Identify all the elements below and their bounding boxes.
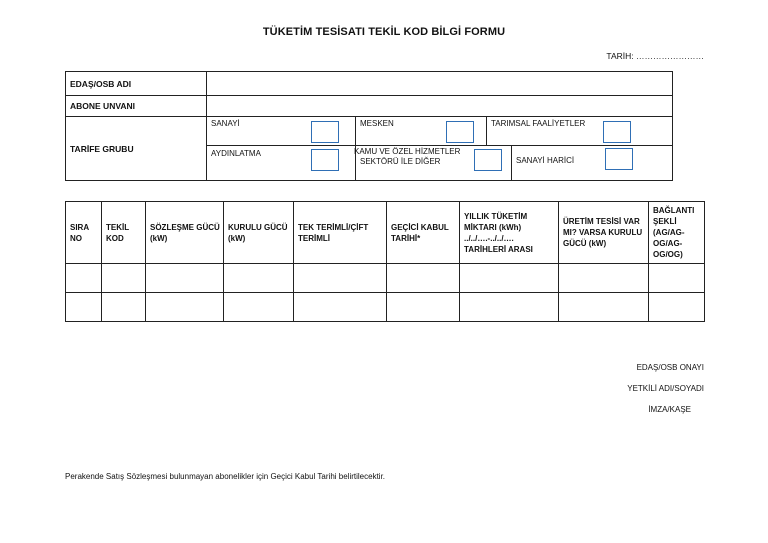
date-placeholder[interactable]: …………………… [636, 51, 704, 61]
edas-onay-label: EDAŞ/OSB ONAYI [636, 363, 704, 372]
header-tekil-kod: TEKİL KOD [102, 202, 146, 264]
table-row [66, 264, 705, 293]
header-baglanti-sekli: BAĞLANTI ŞEKLİ (AG/AG-OG/AG-OG/OG) [649, 202, 705, 264]
table-cell[interactable] [387, 264, 460, 293]
checkbox-mesken[interactable] [446, 121, 474, 143]
tarife-label: TARİFE GRUBU [66, 117, 207, 181]
edas-label: EDAŞ/OSB ADI [66, 72, 207, 96]
header-tek-cift-terimli: TEK TERİMLİ/ÇİFT TERİMLİ [294, 202, 387, 264]
header-sira-no: SIRA NO [66, 202, 102, 264]
abone-value-cell[interactable] [207, 96, 673, 117]
table-cell[interactable] [559, 264, 649, 293]
table-cell[interactable] [460, 264, 559, 293]
option-sanayi-label: SANAYİ [211, 119, 240, 128]
checkbox-tarimsal[interactable] [603, 121, 631, 143]
date-label: TARİH: [606, 51, 634, 61]
option-kamu [356, 146, 512, 180]
edas-value-cell[interactable] [207, 72, 673, 96]
table-cell[interactable] [387, 293, 460, 322]
header-kurulu-gucu: KURULU GÜCÜ (kW) [224, 202, 294, 264]
table-cell[interactable] [146, 264, 224, 293]
table-cell[interactable] [294, 293, 387, 322]
checkbox-kamu[interactable] [474, 149, 502, 171]
table-cell[interactable] [224, 293, 294, 322]
imza-label: İMZA/KAŞE [648, 405, 691, 414]
option-kamu-label-line2: SEKTÖRÜ İLE DİĞER [360, 157, 441, 166]
table-row [66, 293, 705, 322]
header-gecici-kabul: GEÇİCİ KABUL TARİHİ* [387, 202, 460, 264]
option-aydinlatma-label: AYDINLATMA [211, 149, 261, 158]
option-sanayi-harici [512, 146, 673, 180]
option-kamu-label-line1: KAMU VE ÖZEL HİZMETLER [354, 147, 461, 156]
checkbox-aydinlatma[interactable] [311, 149, 339, 171]
table-cell[interactable] [146, 293, 224, 322]
date-field [606, 51, 704, 61]
option-aydinlatma [207, 146, 356, 180]
table-cell[interactable] [66, 264, 102, 293]
table-cell[interactable] [102, 293, 146, 322]
footnote: Perakende Satış Sözleşmesi bulunmayan abonelikler için Geçici Kabul Tarihi belirtilecektir. [65, 472, 386, 481]
option-sanayi-harici-label: SANAYİ HARİCİ [516, 156, 575, 165]
table-cell[interactable] [66, 293, 102, 322]
abone-label: ABONE UNVANI [66, 96, 207, 117]
header-sozlesme-gucu: SÖZLEŞME GÜCÜ (kW) [146, 202, 224, 264]
table-cell[interactable] [559, 293, 649, 322]
tarife-options-cell [207, 117, 673, 181]
checkbox-sanayi-harici[interactable] [605, 148, 633, 170]
table-cell[interactable] [294, 264, 387, 293]
option-tarimsal-label: TARIMSAL FAALİYETLER [491, 119, 586, 128]
option-tarimsal [487, 117, 673, 146]
header-yillik-tuketim: YILLIK TÜKETİM MİKTARI (kWh) ../../….-../../…. TARİHLERİ ARASI [460, 202, 559, 264]
option-sanayi [207, 117, 356, 146]
table-cell[interactable] [224, 264, 294, 293]
table-cell[interactable] [460, 293, 559, 322]
data-table [65, 201, 705, 322]
form-title: TÜKETİM TESİSATI TEKİL KOD BİLGİ FORMU [262, 26, 506, 38]
info-table [65, 71, 673, 181]
checkbox-sanayi[interactable] [311, 121, 339, 143]
table-cell[interactable] [102, 264, 146, 293]
option-mesken-label: MESKEN [360, 119, 394, 128]
yetkili-label: YETKİLİ ADI/SOYADI [627, 384, 704, 393]
table-cell[interactable] [649, 293, 705, 322]
header-uretim-tesisi: ÜRETİM TESİSİ VAR MI? VARSA KURULU GÜCÜ (kW) [559, 202, 649, 264]
table-cell[interactable] [649, 264, 705, 293]
option-mesken [356, 117, 487, 146]
